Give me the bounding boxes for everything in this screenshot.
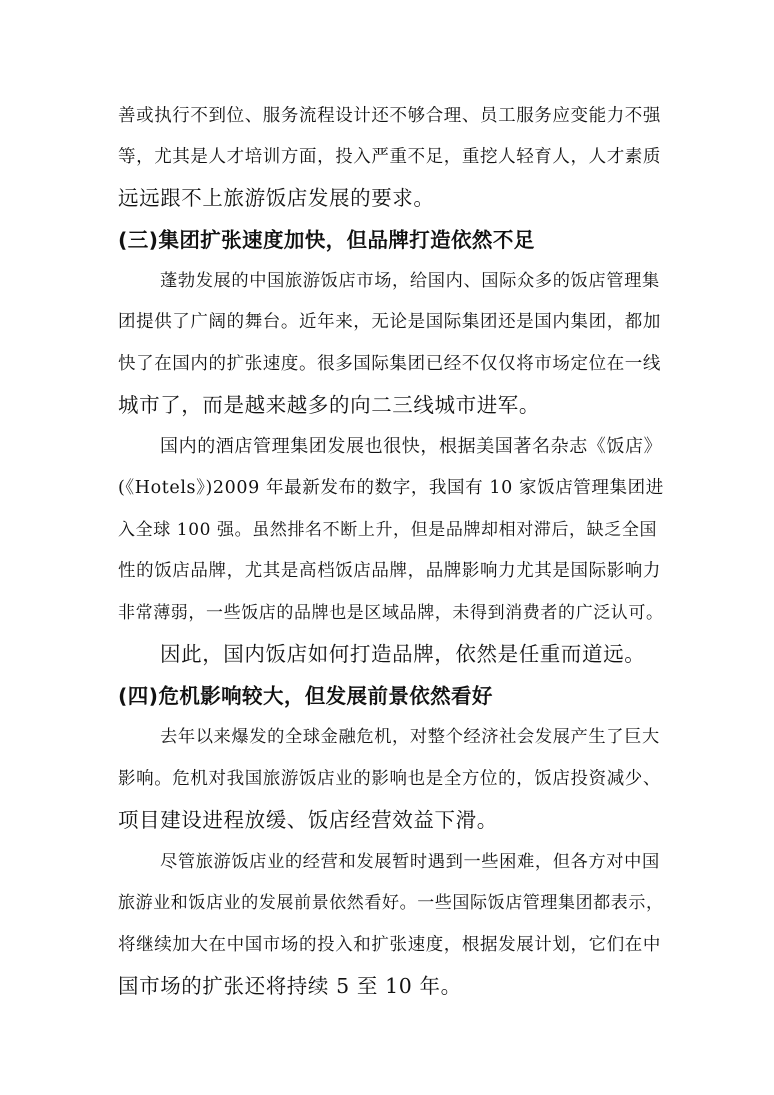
body-line-1: 善或执行不到位、服务流程设计还不够合理、员工服务应变能力不强: [118, 106, 661, 126]
section-heading-4: (四)危机影响较大，但发展前景依然看好: [118, 684, 493, 708]
body-line-5: 蓬勃发展的中国旅游饭店市场，给国内、国际众多的饭店管理集: [160, 271, 660, 291]
body-line-2: 等，尤其是人才培训方面，投入严重不足，重挖人轻育人，人才素质: [118, 147, 661, 167]
body-line-21: 将继续加大在中国市场的投入和扩张速度，根据发展计划，它们在中: [118, 935, 661, 955]
body-line-3: 远远跟不上旅游饭店发展的要求。: [118, 186, 435, 210]
body-line-18: 项目建设进程放缓、饭店经营效益下滑。: [118, 808, 498, 832]
body-line-22: 国市场的扩张还将持续 5 至 10 年。: [118, 974, 462, 998]
body-line-12: 性的饭店品牌，尤其是高档饭店品牌，品牌影响力尤其是国际影响力: [118, 561, 661, 581]
body-line-8: 城市了，而是越来越多的向二三线城市进军。: [118, 393, 540, 417]
body-line-19: 尽管旅游饭店业的经营和发展暂时遇到一些困难，但各方对中国: [160, 852, 660, 872]
body-line-7: 快了在国内的扩张速度。很多国际集团已经不仅仅将市场定位在一线: [118, 354, 661, 374]
body-line-13: 非常薄弱，一些饭店的品牌也是区域品牌，未得到消费者的广泛认可。: [118, 603, 664, 623]
body-line-10: (《Hotels》)2009 年最新发布的数字，我国有 10 家饭店管理集团进: [118, 478, 664, 498]
body-line-20: 旅游业和饭店业的发展前景依然看好。一些国际饭店管理集团都表示，: [118, 893, 664, 913]
body-line-17: 影响。危机对我国旅游饭店业的影响也是全方位的，饭店投资减少、: [118, 769, 661, 789]
body-line-16: 去年以来爆发的全球金融危机，对整个经济社会发展产生了巨大: [160, 727, 660, 747]
section-heading-3: (三)集团扩张速度加快，但品牌打造依然不足: [118, 228, 535, 252]
body-line-9: 国内的酒店管理集团发展也很快，根据美国著名杂志《饭店》: [160, 436, 663, 457]
body-line-11: 入全球 100 强。虽然排名不断上升，但是品牌却相对滞后，缺乏全国: [118, 520, 658, 540]
body-line-14: 因此，国内饭店如何打造品牌，依然是任重而道远。: [160, 642, 646, 666]
body-line-6: 团提供了广阔的舞台。近年来，无论是国际集团还是国内集团，都加: [118, 312, 661, 332]
